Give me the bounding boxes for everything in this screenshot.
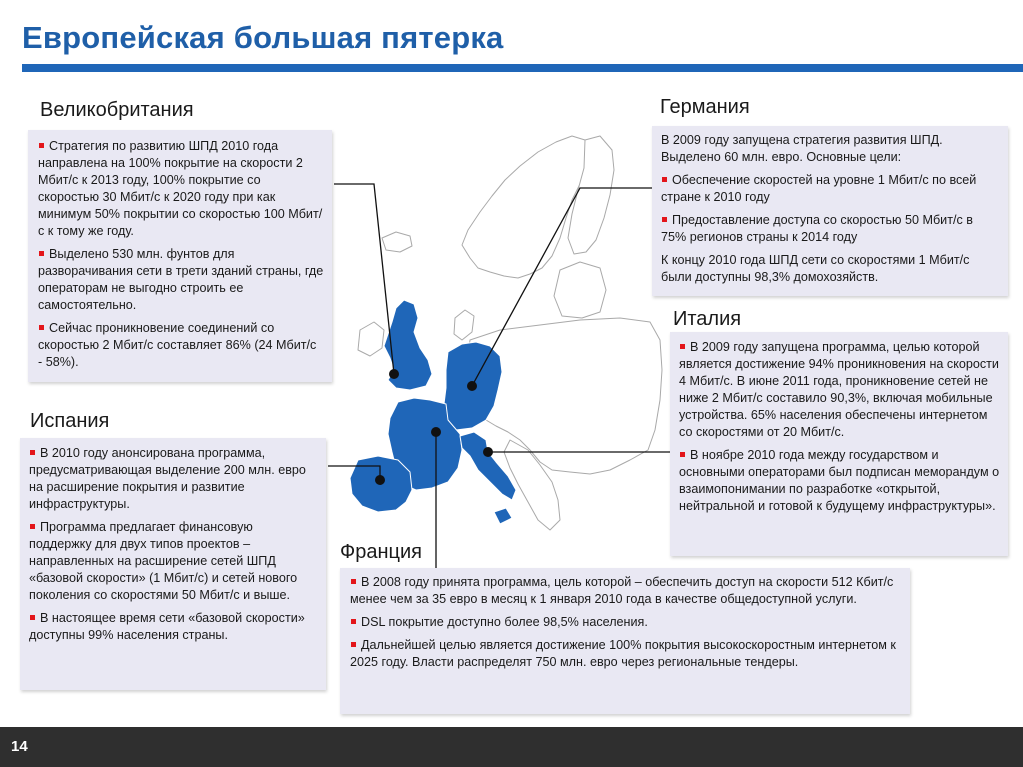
bullet-icon <box>30 524 35 529</box>
bullet-icon <box>680 344 685 349</box>
spain-bullet-1: В 2010 году анонсирована программа, предусматривающая выделение 200 млн. евро на расширение покрытия и развитие инфраструктуры. <box>29 446 306 511</box>
bullet-icon <box>351 642 356 647</box>
map-sicily <box>494 508 512 524</box>
spain-bullet-3: В настоящее время сети «базовой скорости» доступны 99% населения страны. <box>29 611 305 642</box>
bullet-icon <box>39 251 44 256</box>
bullet-icon <box>351 619 356 624</box>
bullet-icon <box>39 325 44 330</box>
germany-bullet-2: Предоставление доступа со скоростью 50 Мбит/с в 75% регионов страны к 2014 году <box>661 213 973 244</box>
france-bullet-2: DSL покрытие доступно более 98,5% населения. <box>350 614 902 631</box>
france-heading: Франция <box>340 541 422 563</box>
uk-info-box <box>28 130 332 382</box>
uk-bullet-2: Выделено 530 млн. фунтов для разворачивания сети в трети зданий страны, где операторам не выгодно строить ее самостоятельно. <box>38 247 324 312</box>
uk-heading: Великобритания <box>40 99 194 121</box>
france-bullet-1: В 2008 году принята программа, цель которой – обеспечить доступ на скорости 512 Кбит/с менее чем за 35 евро в месяц к 1 января 2010 года в качестве общедоступной услуги. <box>350 575 894 606</box>
uk-bullet-3: Сейчас проникновение соединений со скоростью 2 Мбит/с составляет 86% (24 Мбит/с - 58%). <box>38 321 317 369</box>
bullet-icon <box>351 579 356 584</box>
map-ireland <box>358 322 384 356</box>
footer-bar <box>0 727 1023 767</box>
bullet-icon <box>662 177 667 182</box>
map-italy <box>460 432 516 500</box>
page-number: 14 <box>11 738 28 755</box>
spain-info-box <box>20 438 326 690</box>
map-baltics <box>554 262 606 318</box>
map-scandinavia <box>462 136 592 278</box>
bullet-icon <box>662 217 667 222</box>
germany-intro: В 2009 году запущена стратегия развития ШПД. Выделено 60 млн. евро. Основные цели: <box>661 133 943 164</box>
spain-marker <box>375 475 385 485</box>
france-info-box <box>340 568 910 714</box>
germany-marker <box>467 381 477 391</box>
uk-marker <box>389 369 399 379</box>
italy-bullet-1: В 2009 году запущена программа, целью которой является достижение 94% проникновения на скорости 4 Мбит/с. В июне 2011 года, проникновение сетей не ниже 2 Мбит/с составило 90,3%, включая мобильные устройства. 65% населения обеспечены интернетом со скоростями от 20 Мбит/с. <box>679 340 999 439</box>
france-marker <box>431 427 441 437</box>
map-iceland <box>382 232 412 252</box>
map-eastern-europe <box>468 318 662 474</box>
italy-info-box <box>670 332 1008 556</box>
bullet-icon <box>30 450 35 455</box>
bullet-icon <box>39 143 44 148</box>
bullet-icon <box>30 615 35 620</box>
spain-bullet-2: Программа предлагает финансовую поддержку для двух типов проектов – направленных на расширение сетей ШПД «базовой скорости» (1 Мбит/с) и сетей нового поколения со скоростями 50 Мбит/с и выше. <box>29 520 298 602</box>
spain-heading: Испания <box>30 410 110 432</box>
france-bullet-3: Дальнейшей целью является достижение 100% покрытия высокоскоростным интернетом к 2025 году. Власти распределят 750 млн. евро через региональные тендеры. <box>350 638 896 669</box>
page-title: Европейская большая пятерка <box>22 20 504 55</box>
map-denmark <box>454 310 474 340</box>
germany-info-box <box>652 126 1008 296</box>
germany-bullet-1: Обеспечение скоростей на уровне 1 Мбит/с по всей стране к 2010 году <box>661 173 977 204</box>
germany-heading: Германия <box>660 96 750 118</box>
uk-bullet-1: Стратегия по развитию ШПД 2010 года направлена на 100% покрытие на скорости 2 Мбит/с к 2013 году, 100% покрытие со скоростью 30 Мбит/с к 2020 году при как минимум 50% покрытии со скоростью 100 Мбит/с к тому же году. <box>38 139 323 238</box>
italy-marker <box>483 447 493 457</box>
bullet-icon <box>680 452 685 457</box>
italy-heading: Италия <box>673 308 742 330</box>
italy-bullet-2: В ноябре 2010 года между государством и основными операторами был подписан меморандум о взаимопонимании по разработке «открытой, нейтральной и готовой к будущему инфраструктуры». <box>679 448 1000 513</box>
germany-outro: К концу 2010 года ШПД сети со скоростями 1 Мбит/с были доступны 98,3% домохозяйств. <box>661 253 970 284</box>
